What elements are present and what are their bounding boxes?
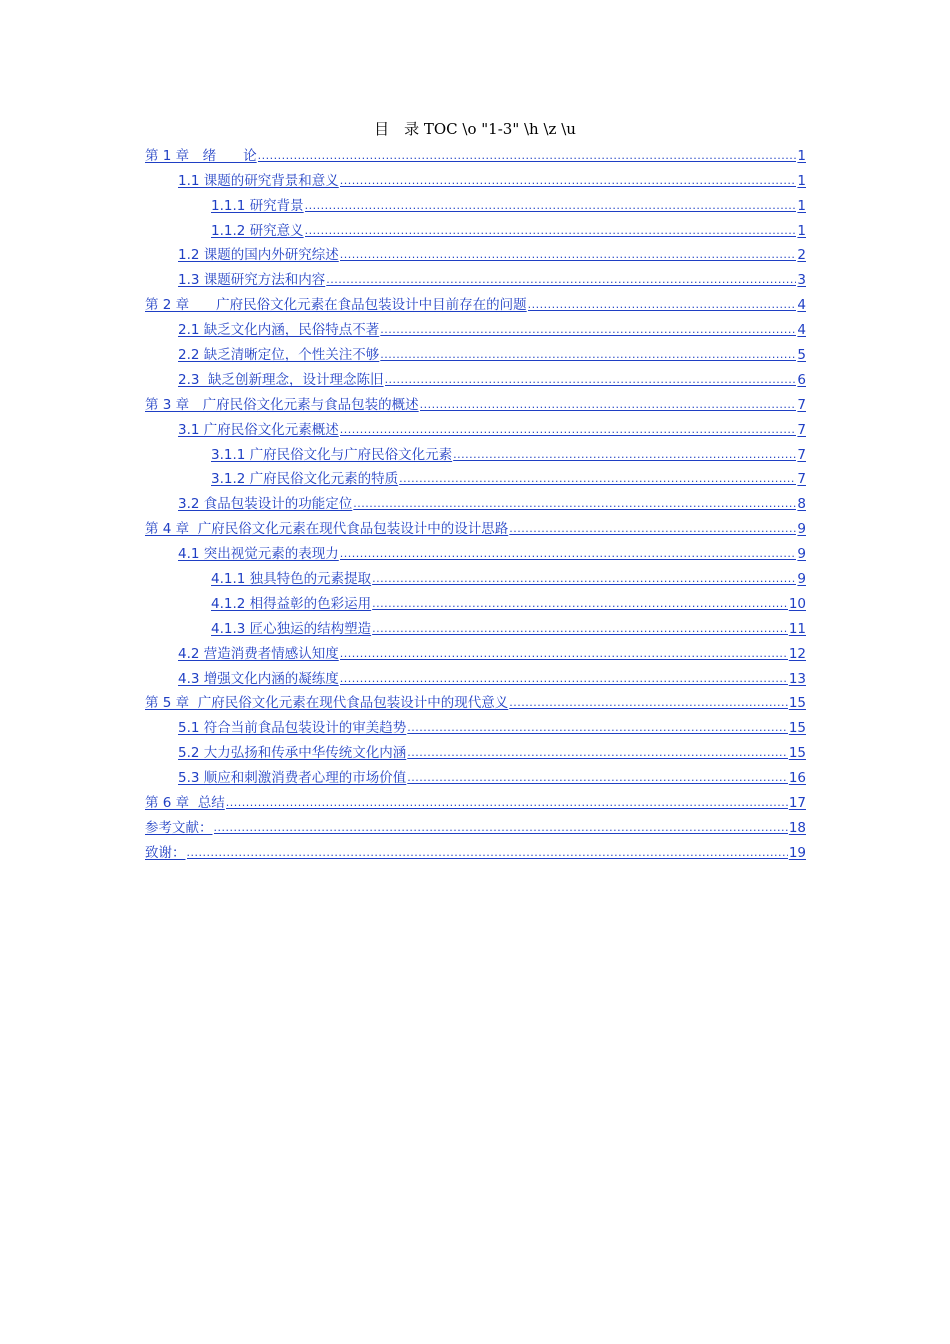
toc-entry[interactable] bbox=[145, 489, 806, 514]
toc-entry-page-number: 9 bbox=[797, 521, 806, 538]
toc-entry[interactable] bbox=[145, 664, 806, 689]
toc-entry-page-number: 1 bbox=[797, 172, 806, 189]
toc-entry[interactable] bbox=[145, 265, 806, 290]
toc-entry-label: 第 4 章 广府民俗文化元素在现代食品包装设计中的设计思路 bbox=[145, 521, 509, 538]
toc-dot-leader bbox=[509, 519, 796, 539]
toc-dot-leader bbox=[380, 345, 796, 365]
toc-dot-leader bbox=[385, 370, 797, 390]
toc-entry[interactable] bbox=[145, 564, 806, 589]
toc-entry-page-number: 8 bbox=[797, 496, 806, 513]
toc-entry-page-number: 7 bbox=[797, 446, 806, 463]
toc-dot-leader bbox=[305, 221, 797, 241]
toc-entry-page-number: 15 bbox=[788, 720, 806, 737]
toc-entry-label: 1.1.1 研究背景 bbox=[211, 197, 304, 214]
toc-dot-leader bbox=[399, 469, 796, 489]
toc-entry-label: 1.3 课题研究方法和内容 bbox=[178, 272, 326, 289]
toc-entry-page-number: 18 bbox=[788, 819, 806, 836]
toc-entry-label: 1.1.2 研究意义 bbox=[211, 222, 304, 239]
toc-dot-leader bbox=[226, 793, 788, 813]
toc-dot-leader bbox=[340, 171, 797, 191]
toc-entry[interactable] bbox=[145, 763, 806, 788]
toc-entry-label: 3.1.1 广府民俗文化与广府民俗文化元素 bbox=[211, 446, 453, 463]
toc-entry-page-number: 17 bbox=[788, 795, 806, 812]
table-of-contents bbox=[145, 141, 806, 863]
toc-dot-leader bbox=[340, 644, 788, 664]
toc-dot-leader bbox=[340, 420, 797, 440]
toc-dot-leader bbox=[372, 619, 788, 639]
toc-dot-leader bbox=[372, 569, 796, 589]
toc-entry-label: 2.1 缺乏文化内涵，民俗特点不著 bbox=[178, 322, 380, 339]
toc-entry-page-number: 1 bbox=[797, 222, 806, 239]
toc-entry-label: 第 5 章 广府民俗文化元素在现代食品包装设计中的现代意义 bbox=[145, 695, 509, 712]
toc-entry-label: 1.1 课题的研究背景和意义 bbox=[178, 172, 339, 189]
toc-dot-leader bbox=[509, 693, 788, 713]
toc-entry[interactable] bbox=[145, 390, 806, 415]
toc-entry[interactable] bbox=[145, 713, 806, 738]
toc-entry-page-number: 11 bbox=[788, 620, 806, 637]
toc-entry[interactable] bbox=[145, 465, 806, 490]
toc-dot-leader bbox=[372, 594, 788, 614]
toc-entry-page-number: 10 bbox=[788, 595, 806, 612]
toc-entry[interactable] bbox=[145, 589, 806, 614]
toc-entry-label: 5.1 符合当前食品包装设计的审美趋势 bbox=[178, 720, 407, 737]
toc-entry-page-number: 7 bbox=[797, 396, 806, 413]
toc-entry[interactable] bbox=[145, 216, 806, 241]
toc-dot-leader bbox=[214, 818, 788, 838]
toc-entry-page-number: 2 bbox=[797, 247, 806, 264]
toc-entry[interactable] bbox=[145, 614, 806, 639]
toc-entry-page-number: 9 bbox=[797, 546, 806, 563]
toc-entry-page-number: 1 bbox=[797, 197, 806, 214]
toc-dot-leader bbox=[407, 718, 788, 738]
toc-dot-leader bbox=[187, 843, 788, 863]
toc-entry[interactable] bbox=[145, 788, 806, 813]
toc-dot-leader bbox=[420, 395, 797, 415]
toc-entry-label: 4.1 突出视觉元素的表现力 bbox=[178, 546, 339, 563]
toc-dot-leader bbox=[528, 295, 797, 315]
toc-entry[interactable] bbox=[145, 241, 806, 266]
toc-entry[interactable] bbox=[145, 191, 806, 216]
toc-entry-page-number: 15 bbox=[788, 695, 806, 712]
toc-entry-label: 4.1.3 匠心独运的结构塑造 bbox=[211, 620, 372, 637]
toc-entry-page-number: 5 bbox=[797, 347, 806, 364]
toc-entry-page-number: 15 bbox=[788, 745, 806, 762]
toc-entry[interactable] bbox=[145, 365, 806, 390]
toc-entry[interactable] bbox=[145, 440, 806, 465]
toc-entry[interactable] bbox=[145, 315, 806, 340]
toc-entry-page-number: 4 bbox=[797, 322, 806, 339]
toc-entry[interactable] bbox=[145, 738, 806, 763]
toc-title: 目 录 TOC \o "1-3" \h \z \u bbox=[374, 120, 576, 138]
toc-entry-label: 5.3 顺应和刺激消费者心理的市场价值 bbox=[178, 770, 407, 787]
toc-entry-page-number: 16 bbox=[788, 770, 806, 787]
toc-entry-label: 4.1.1 独具特色的元素提取 bbox=[211, 571, 372, 588]
toc-entry-label: 第 3 章 广府民俗文化元素与食品包装的概述 bbox=[145, 396, 419, 413]
toc-entry-page-number: 4 bbox=[797, 297, 806, 314]
toc-dot-leader bbox=[340, 245, 797, 265]
toc-entry-page-number: 3 bbox=[797, 272, 806, 289]
toc-dot-leader bbox=[326, 270, 796, 290]
toc-entry-label: 1.2 课题的国内外研究综述 bbox=[178, 247, 339, 264]
toc-entry-label: 2.3 缺乏创新理念，设计理念陈旧 bbox=[178, 371, 384, 388]
toc-entry[interactable] bbox=[145, 514, 806, 539]
toc-entry-page-number: 19 bbox=[788, 844, 806, 861]
toc-dot-leader bbox=[453, 445, 796, 465]
toc-entry[interactable] bbox=[145, 141, 806, 166]
toc-dot-leader bbox=[340, 669, 788, 689]
toc-entry-label: 2.2 缺乏清晰定位，个性关注不够 bbox=[178, 347, 380, 364]
toc-entry[interactable] bbox=[145, 290, 806, 315]
toc-entry-page-number: 7 bbox=[797, 471, 806, 488]
toc-entry[interactable] bbox=[145, 689, 806, 714]
toc-dot-leader bbox=[407, 743, 788, 763]
toc-entry[interactable] bbox=[145, 813, 806, 838]
toc-entry-label: 3.1 广府民俗文化元素概述 bbox=[178, 421, 339, 438]
toc-entry-label: 4.3 增强文化内涵的凝练度 bbox=[178, 670, 339, 687]
toc-entry-label: 4.2 营造消费者情感认知度 bbox=[178, 645, 339, 662]
toc-entry[interactable] bbox=[145, 639, 806, 664]
toc-entry-page-number: 9 bbox=[797, 571, 806, 588]
toc-entry-label: 3.2 食品包装设计的功能定位 bbox=[178, 496, 353, 513]
toc-entry-label: 第 1 章 绪 论 bbox=[145, 147, 257, 164]
toc-entry-label: 3.1.2 广府民俗文化元素的特质 bbox=[211, 471, 399, 488]
toc-entry-label: 5.2 大力弘扬和传承中华传统文化内涵 bbox=[178, 745, 407, 762]
toc-entry-page-number: 6 bbox=[797, 371, 806, 388]
toc-entry[interactable] bbox=[145, 838, 806, 863]
toc-dot-leader bbox=[258, 146, 797, 166]
toc-entry-page-number: 1 bbox=[797, 147, 806, 164]
toc-entry-page-number: 12 bbox=[788, 645, 806, 662]
toc-entry-page-number: 13 bbox=[788, 670, 806, 687]
toc-entry-label: 第 2 章 广府民俗文化元素在食品包装设计中目前存在的问题 bbox=[145, 297, 527, 314]
toc-dot-leader bbox=[380, 320, 796, 340]
toc-entry[interactable] bbox=[145, 539, 806, 564]
toc-entry-page-number: 7 bbox=[797, 421, 806, 438]
toc-entry-label: 第 6 章 总结 bbox=[145, 795, 225, 812]
toc-entry[interactable] bbox=[145, 340, 806, 365]
toc-entry-label: 4.1.2 相得益彰的色彩运用 bbox=[211, 595, 372, 612]
toc-entry-label: 致谢： bbox=[145, 844, 186, 861]
toc-dot-leader bbox=[340, 544, 797, 564]
toc-dot-leader bbox=[353, 494, 796, 514]
toc-entry[interactable] bbox=[145, 166, 806, 191]
toc-dot-leader bbox=[407, 768, 788, 788]
toc-entry[interactable] bbox=[145, 415, 806, 440]
toc-entry-label: 参考文献： bbox=[145, 819, 213, 836]
toc-dot-leader bbox=[305, 196, 797, 216]
